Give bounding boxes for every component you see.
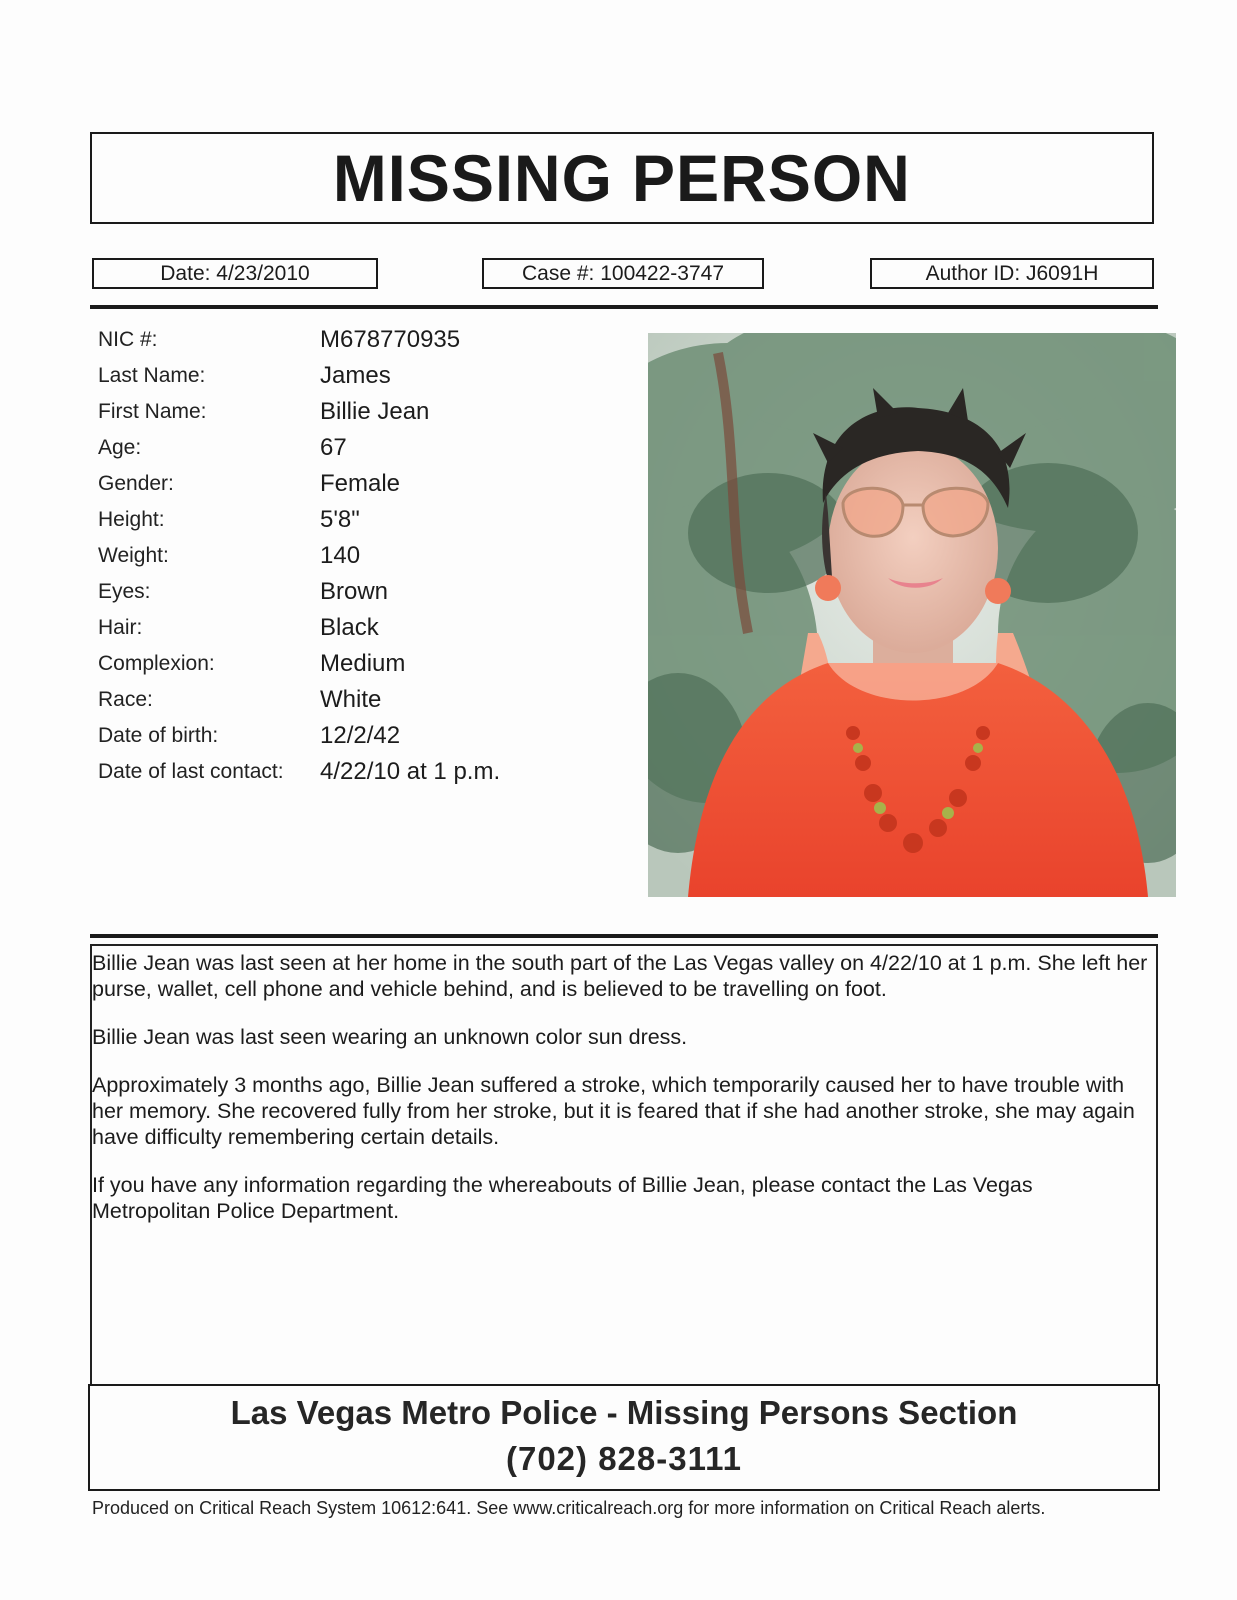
detail-label: Gender:	[98, 472, 174, 495]
agency-name: Las Vegas Metro Police - Missing Persons Section	[230, 1394, 1018, 1431]
person-photo	[648, 333, 1176, 897]
contact-box	[88, 1384, 1160, 1491]
detail-label: Race:	[98, 688, 153, 711]
detail-row-hair	[98, 610, 500, 646]
description-paragraph: If you have any information regarding the whereabouts of Billie Jean, please contact the Las Vegas Metropolitan Police Department.	[92, 1173, 1033, 1223]
description-paragraph: Billie Jean was last seen wearing an unknown color sun dress.	[92, 1025, 688, 1049]
detail-label: Weight:	[98, 544, 169, 567]
detail-label: Date of last contact:	[98, 760, 284, 783]
detail-label: Complexion:	[98, 652, 215, 675]
detail-value: White	[320, 686, 382, 713]
detail-row-race	[98, 682, 500, 718]
detail-row-complexion	[98, 646, 500, 682]
produced-note: Produced on Critical Reach System 10612:641. See www.criticalreach.org for more information on Critical Reach alerts.	[92, 1498, 1046, 1518]
description-paragraph: Approximately 3 months ago, Billie Jean suffered a stroke, which temporarily caused her to have trouble with her memory. She recovered fully from her stroke, but it is feared that if she had another stroke, she may again have difficulty remembering certain details.	[92, 1073, 1135, 1149]
detail-row-gender	[98, 466, 500, 502]
detail-label: NIC #:	[98, 328, 158, 351]
detail-value: Billie Jean	[320, 398, 430, 425]
detail-value: Female	[320, 470, 401, 497]
detail-label: First Name:	[98, 400, 207, 423]
detail-row-dob	[98, 718, 500, 754]
title-box	[90, 132, 1154, 224]
date-field: Date: 4/23/2010	[92, 258, 378, 289]
detail-row-eyes	[98, 574, 500, 610]
detail-row-nic	[98, 322, 500, 358]
detail-label: Date of birth:	[98, 724, 219, 747]
detail-value: 4/22/10 at 1 p.m.	[320, 758, 501, 785]
detail-value: Medium	[320, 650, 406, 677]
detail-row-first-name	[98, 394, 500, 430]
detail-row-height	[98, 502, 500, 538]
detail-value: Black	[320, 614, 379, 641]
detail-value: 12/2/42	[320, 722, 401, 749]
page-title: MISSING PERSON	[333, 141, 911, 215]
detail-label: Last Name:	[98, 364, 206, 387]
detail-value: James	[320, 362, 391, 389]
detail-label: Height:	[98, 508, 165, 531]
detail-value: 67	[320, 434, 347, 461]
description-divider	[90, 934, 1158, 938]
detail-label: Eyes:	[98, 580, 151, 603]
person-details	[98, 322, 500, 790]
detail-row-weight	[98, 538, 500, 574]
description-paragraph: Billie Jean was last seen at her home in the south part of the Las Vegas valley on 4/22/10 at 1 p.m. She left her purse, wallet, cell phone and vehicle behind, and is believed to be travelling on foot.	[92, 951, 1148, 1001]
detail-label: Age:	[98, 436, 142, 459]
detail-label: Hair:	[98, 616, 143, 639]
header-divider	[90, 305, 1158, 309]
detail-value: Brown	[320, 578, 389, 605]
detail-value: 5'8"	[320, 506, 360, 533]
detail-row-last-contact	[98, 754, 500, 790]
detail-row-age	[98, 430, 500, 466]
author-id-field: Author ID: J6091H	[870, 258, 1154, 289]
description-box	[90, 944, 1158, 1386]
detail-value: 140	[320, 542, 361, 569]
detail-row-last-name	[98, 358, 500, 394]
detail-value: M678770935	[320, 326, 461, 353]
case-number-field: Case #: 100422-3747	[482, 258, 764, 289]
contact-phone: (702) 828-3111	[505, 1440, 743, 1477]
